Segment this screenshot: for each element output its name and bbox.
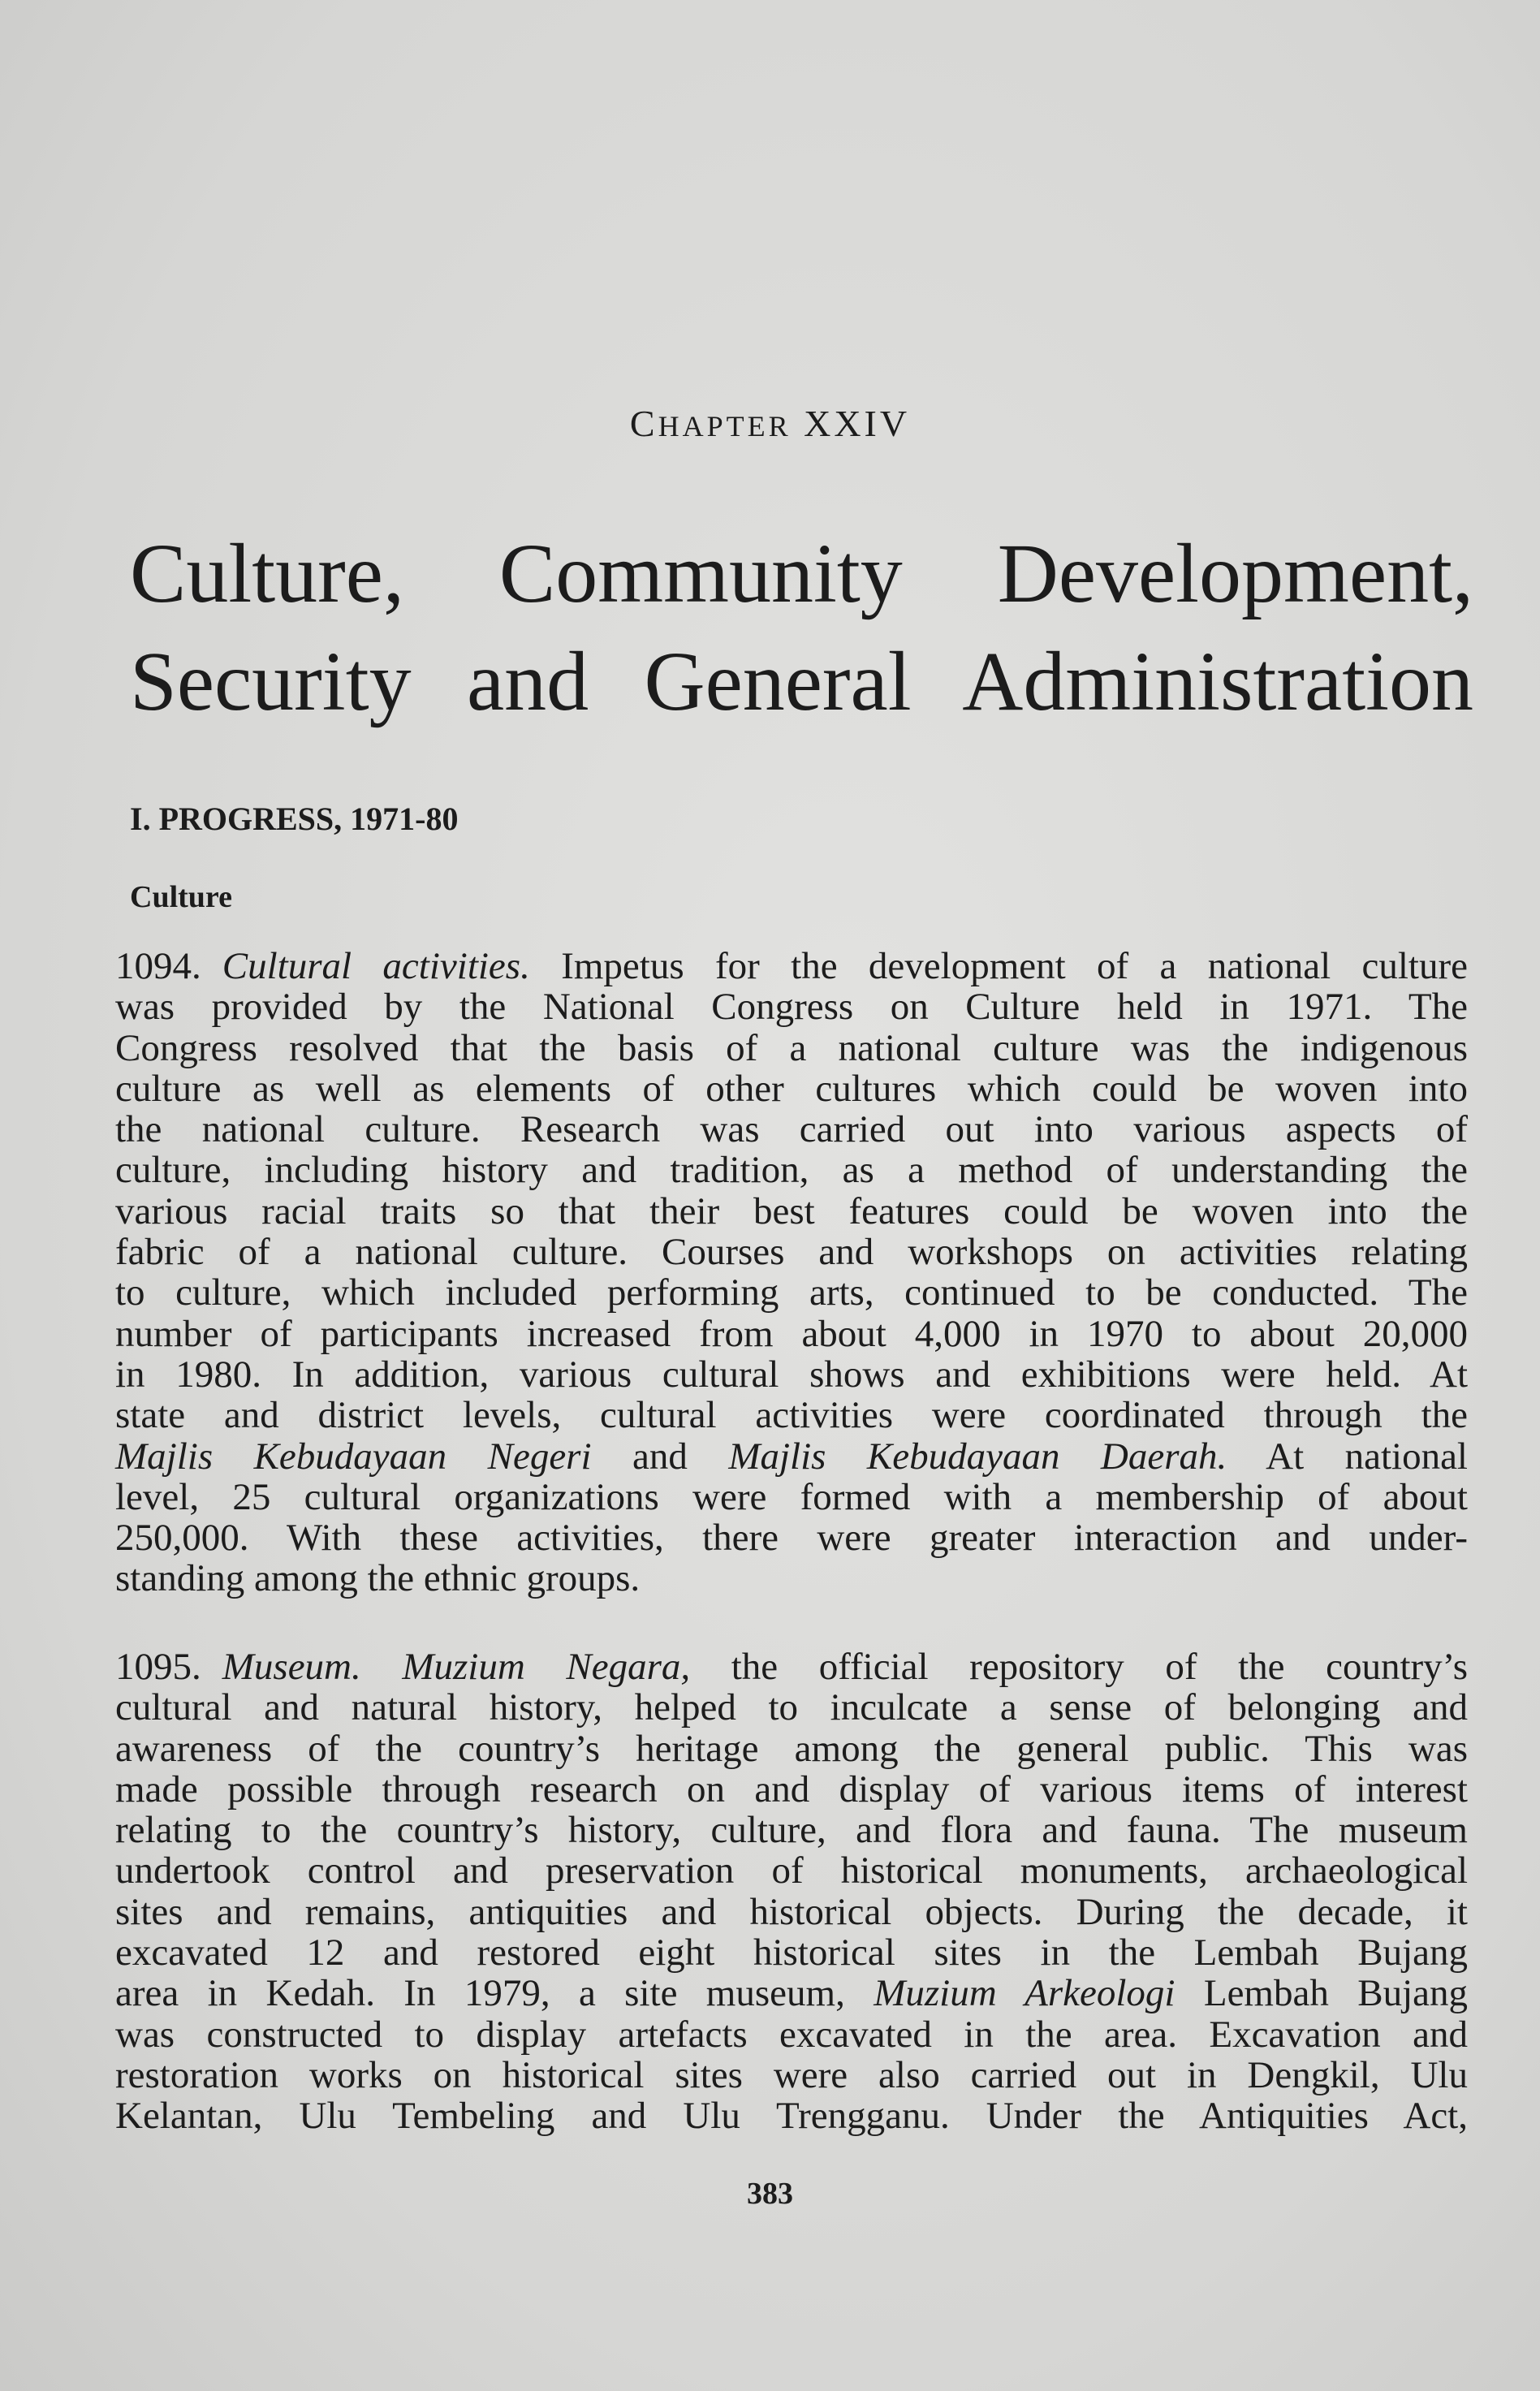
text-line	[115, 1769, 1468, 1810]
text-line	[115, 1973, 1468, 2013]
text-line	[115, 1477, 1468, 1517]
text-line	[115, 986, 1468, 1027]
italic-text: Majlis Kebudayaan Negeri	[115, 1435, 592, 1478]
text: 250,000. With these activities, there were greater interaction and under-	[115, 1517, 1468, 1560]
section-heading: I. PROGRESS, 1971-80	[130, 801, 459, 837]
page-number: 383	[747, 2177, 793, 2211]
text-line	[115, 1647, 1468, 1687]
chapter-title-line-1: Culture, Community Development,	[130, 527, 1473, 620]
italic-text: Museum. Muzium Negara,	[222, 1646, 691, 1688]
text-line	[115, 1191, 1468, 1232]
italic-text: Muzium Arkeologi	[874, 1972, 1175, 2015]
text: fabric of a national culture. Courses and workshops on activities relating	[115, 1231, 1468, 1274]
text: and	[591, 1435, 729, 1478]
text: was constructed to display artefacts excavated in the area. Excavation and	[115, 2013, 1468, 2056]
text: culture as well as elements of other cultures which could be woven into	[115, 1067, 1468, 1110]
text-line	[115, 1517, 1468, 1558]
text: relating to the country’s history, culture, and flora and fauna. The museum	[115, 1809, 1468, 1852]
text: standing among the ethnic groups.	[115, 1557, 641, 1600]
text: made possible through research on and display of various items of interest	[115, 1767, 1468, 1811]
text-line	[115, 1932, 1468, 1973]
paragraph-1095	[115, 1647, 1468, 2137]
text-line	[115, 946, 1468, 986]
text: the official repository of the country’s	[690, 1646, 1469, 1688]
text-line	[115, 1272, 1468, 1313]
text: the national culture. Research was carried out into various aspects of	[115, 1108, 1468, 1151]
text-line	[115, 1810, 1468, 1850]
text: cultural and natural history, helped to inculcate a sense of belonging and	[115, 1686, 1468, 1729]
text: Lembah Bujang	[1175, 1972, 1468, 2015]
text: was provided by the National Congress on Culture held in 1971. The	[115, 986, 1468, 1029]
text: number of participants increased from about 4,000 in 1970 to about 20,000	[115, 1312, 1468, 1355]
paragraph-number: 1094.	[115, 945, 201, 987]
paragraph-1094	[115, 946, 1468, 1599]
paragraph-number: 1095.	[115, 1646, 201, 1688]
text: Congress resolved that the basis of a national culture was the indigenous	[115, 1026, 1468, 1069]
subsection-heading: Culture	[130, 880, 232, 914]
text-line	[115, 1109, 1468, 1150]
text-line	[115, 1314, 1468, 1354]
text: to culture, which included performing arts, continued to be conducted. The	[115, 1271, 1468, 1314]
text-line	[115, 1436, 1468, 1477]
text-line	[115, 1150, 1468, 1190]
text-line	[115, 1687, 1468, 1728]
italic-text: Majlis Kebudayaan Daerah.	[728, 1435, 1227, 1478]
chapter-label: HAPTER	[658, 410, 792, 442]
chapter-label-initial: C	[629, 403, 658, 444]
text: excavated 12 and restored eight historical sites in the Lembah Bujang	[115, 1931, 1468, 1975]
text: restoration works on historical sites were also carried out in Dengkil, Ulu	[115, 2053, 1468, 2096]
text-line	[115, 1850, 1468, 1891]
italic-text: Cultural activities.	[222, 945, 530, 987]
text-line	[115, 1395, 1468, 1435]
text-line	[115, 2095, 1468, 2136]
text-line	[115, 1068, 1468, 1109]
text: area in Kedah. In 1979, a site museum,	[115, 1972, 874, 2015]
text-line	[115, 1232, 1468, 1272]
text-line	[115, 1892, 1468, 1932]
chapter-number: XXIV	[804, 403, 911, 444]
text: sites and remains, antiquities and historical objects. During the decade, it	[115, 1890, 1468, 1933]
text-line	[115, 2014, 1468, 2055]
text-line	[115, 1028, 1468, 1068]
text: Kelantan, Ulu Tembeling and Ulu Trengganu. Under the Antiquities Act,	[115, 2095, 1468, 2138]
text: At national	[1227, 1435, 1468, 1478]
text: various racial traits so that their best features could be woven into the	[115, 1189, 1468, 1232]
chapter-heading	[0, 402, 1540, 445]
text-line	[115, 1558, 1468, 1599]
text: undertook control and preservation of historical monuments, archaeological	[115, 1849, 1468, 1893]
chapter-title-line-2: Security and General Administration	[130, 635, 1473, 728]
text: in 1980. In addition, various cultural shows and exhibitions were held. At	[115, 1353, 1468, 1396]
text: state and district levels, cultural activities were coordinated through the	[115, 1394, 1468, 1437]
text-line	[115, 2055, 1468, 2095]
text-line	[115, 1354, 1468, 1395]
text: culture, including history and tradition, as a method of understanding the	[115, 1149, 1468, 1192]
text: awareness of the country’s heritage among the general public. This was	[115, 1727, 1468, 1770]
text-line	[115, 1729, 1468, 1769]
text: Impetus for the development of a national culture	[529, 945, 1468, 987]
text: level, 25 cultural organizations were formed with a membership of about	[115, 1475, 1468, 1518]
